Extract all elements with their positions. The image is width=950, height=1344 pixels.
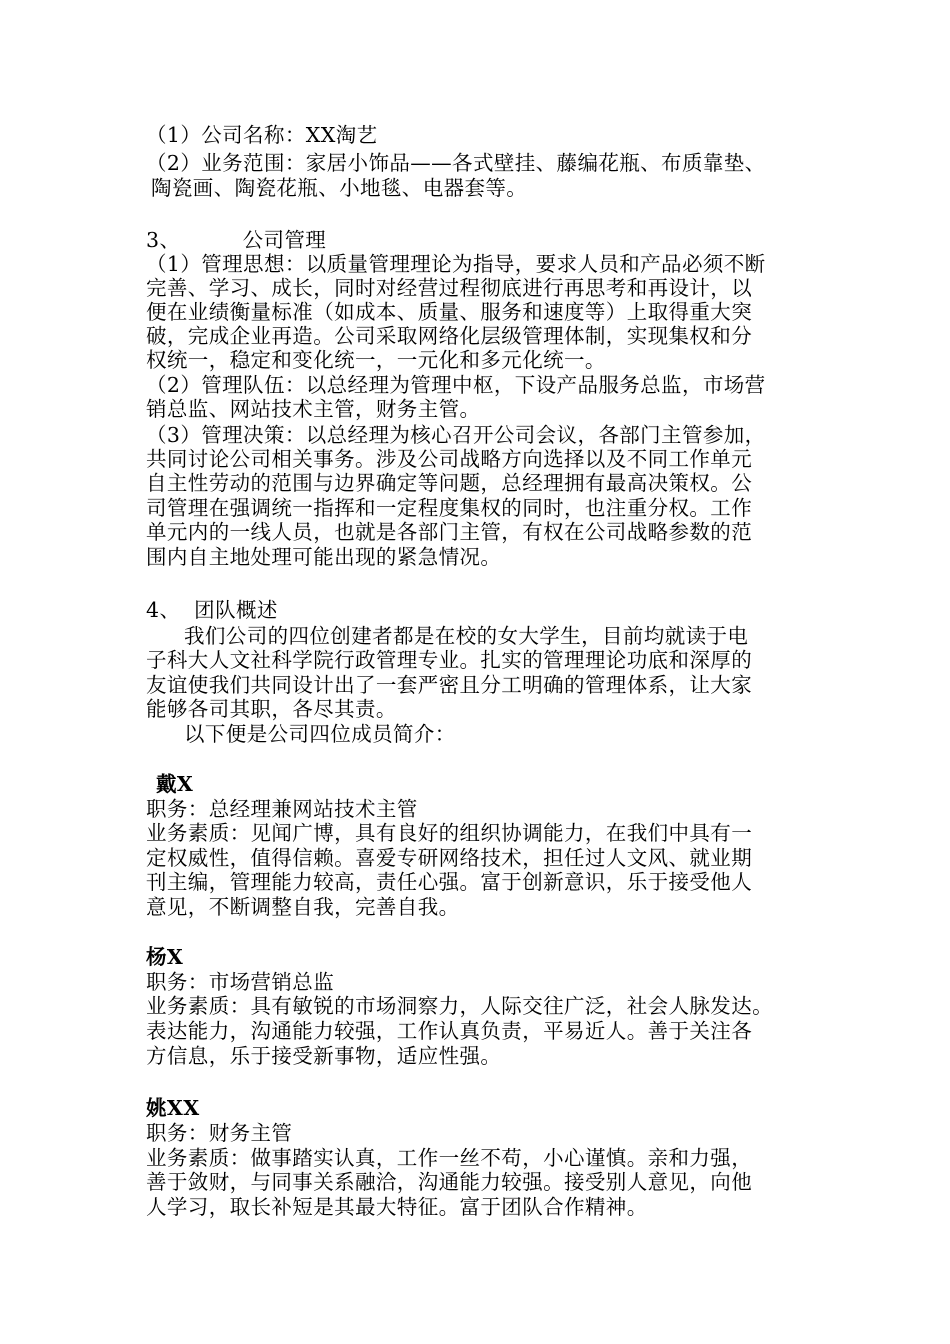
management-team-line: （2）管理队伍：以总经理为管理中枢，下设产品服务总监，市场营 — [146, 373, 766, 397]
management-thought-line: 权统一，稳定和变化统一，一元化和多元化统一。 — [146, 348, 606, 372]
member-quality-line: 方信息，乐于接受新事物，适应性强。 — [146, 1044, 502, 1068]
member-quality-line: 意见，不断调整自我，完善自我。 — [146, 895, 460, 919]
member-quality-line: 刊主编，管理能力较高，责任心强。富于创新意识，乐于接受他人 — [146, 870, 753, 894]
member-quality-line: 表达能力，沟通能力较强，工作认真负责，平易近人。善于关注各 — [146, 1019, 753, 1043]
member-quality-line: 人学习，取长补短是其最大特征。富于团队合作精神。 — [146, 1195, 648, 1219]
management-decision-line: 围内自主地处理可能出现的紧急情况。 — [146, 545, 502, 569]
section-heading-team: 4、 团队概述 — [146, 598, 278, 622]
members-intro-line: 以下便是公司四位成员简介： — [184, 722, 456, 746]
team-intro-line: 子科大人文社科学院行政管理专业。扎实的管理理论功底和深厚的 — [146, 648, 753, 672]
team-intro-line: 友谊使我们共同设计出了一套严密且分工明确的管理体系，让大家 — [146, 673, 753, 697]
team-intro-line: 能够各司其职，各尽其责。 — [146, 697, 397, 721]
section-heading-management: 3、 公司管理 — [146, 228, 327, 252]
member-role: 职务：总经理兼网站技术主管 — [146, 797, 418, 821]
management-thought-line: 便在业绩衡量标准（如成本、质量、服务和速度等）上取得重大突 — [146, 300, 753, 324]
member-role: 职务：市场营销总监 — [146, 970, 335, 994]
management-thought-line: 完善、学习、成长，同时对经营过程彻底进行再思考和再设计，以 — [146, 276, 753, 300]
company-name-line: （1）公司名称：XX淘艺 — [146, 123, 378, 147]
management-thought-line: （1）管理思想：以质量管理理论为指导，要求人员和产品必须不断 — [146, 252, 766, 276]
member-quality-line: 业务素质：见闻广博，具有良好的组织协调能力，在我们中具有一 — [146, 821, 753, 845]
member-quality-line: 业务素质：具有敏锐的市场洞察力，人际交往广泛，社会人脉发达。 — [146, 994, 773, 1018]
member-quality-line: 善于敛财，与同事关系融洽，沟通能力较强。接受别人意见，向他 — [146, 1170, 753, 1194]
member-role: 职务：财务主管 — [146, 1121, 293, 1145]
member-name: 姚XX — [146, 1096, 200, 1120]
business-scope-line: 陶瓷画、陶瓷花瓶、小地毯、电器套等。 — [151, 176, 528, 200]
member-quality-line: 定权威性，值得信赖。喜爱专研网络技术，担任过人文风、就业期 — [146, 846, 753, 870]
business-scope-line: （2）业务范围：家居小饰品——各式壁挂、藤编花瓶、布质靠垫、 — [146, 151, 766, 175]
management-decision-line: 司管理在强调统一指挥和一定程度集权的同时，也注重分权。工作 — [146, 496, 753, 520]
member-quality-line: 业务素质：做事踏实认真，工作一丝不苟，小心谨慎。亲和力强， — [146, 1146, 753, 1170]
management-thought-line: 破，完成企业再造。公司采取网络化层级管理体制，实现集权和分 — [146, 324, 753, 348]
management-decision-line: （3）管理决策：以总经理为核心召开公司会议，各部门主管参加， — [146, 423, 766, 447]
member-name: 戴X — [156, 772, 194, 796]
member-name: 杨X — [146, 945, 184, 969]
management-decision-line: 自主性劳动的范围与边界确定等问题，总经理拥有最高决策权。公 — [146, 471, 753, 495]
team-intro-line: 我们公司的四位创建者都是在校的女大学生，目前均就读于电 — [184, 624, 749, 648]
management-decision-line: 共同讨论公司相关事务。涉及公司战略方向选择以及不同工作单元 — [146, 447, 753, 471]
management-decision-line: 单元内的一线人员，也就是各部门主管，有权在公司战略参数的范 — [146, 520, 753, 544]
management-team-line: 销总监、网站技术主管，财务主管。 — [146, 397, 481, 421]
